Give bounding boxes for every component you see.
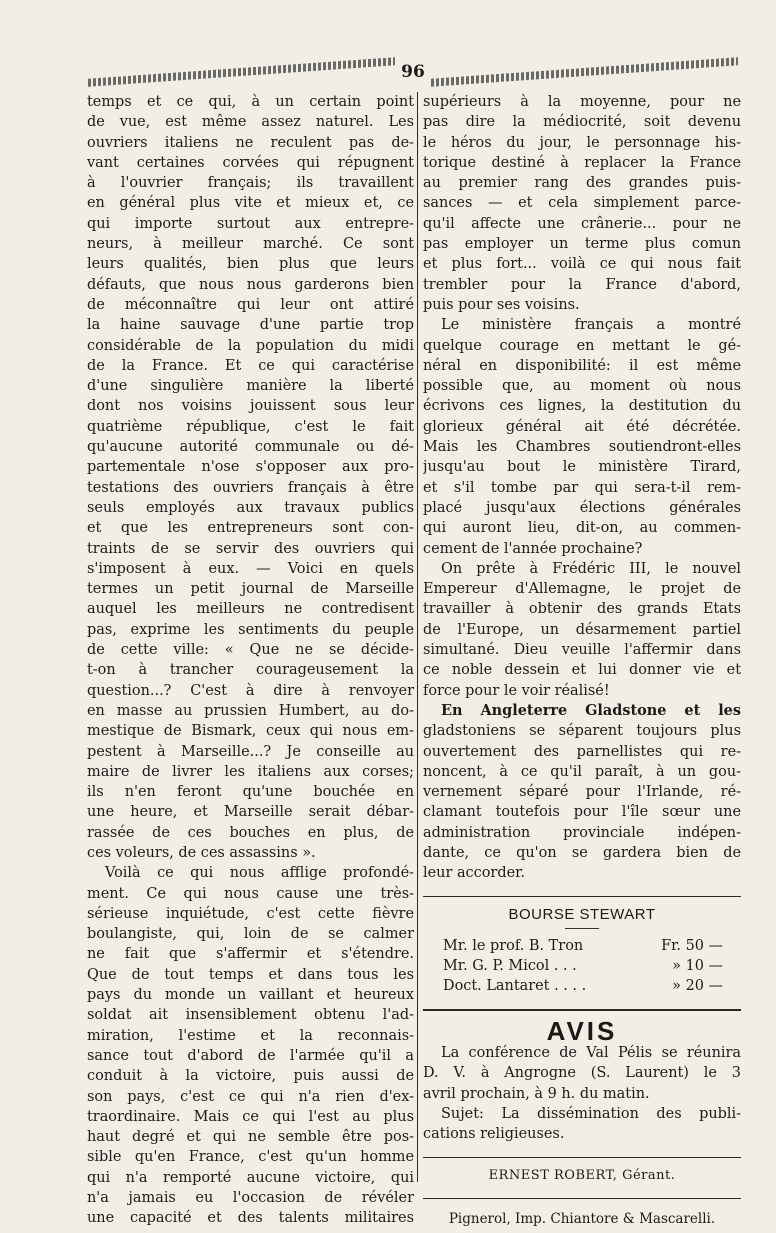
text-line: de méconnaître qui leur ont attiré <box>87 296 414 313</box>
text-line: mestique de Bismark, ceux qui nous em- <box>87 723 414 740</box>
text-line: s'imposent à eux. — Voici en quels <box>87 560 414 577</box>
text-line: traints de se servir des ouvriers qui <box>87 540 414 557</box>
text-line: une capacité et des talents militaires <box>87 1210 414 1227</box>
text-line: sérieuse inquiétude, c'est cette fièvre <box>87 905 414 922</box>
section-rule <box>423 1009 741 1011</box>
text-line: vernement séparé pour l'Irlande, ré- <box>423 784 741 801</box>
text-line: Empereur d'Allemagne, le projet de <box>423 581 741 598</box>
text-line: quatrième république, c'est le fait <box>87 418 414 435</box>
right-column <box>423 92 741 1229</box>
donor-name: Doct. Lantaret . . . . <box>443 978 587 995</box>
text-line: clamant toutefois pour l'île sœur une <box>423 804 741 821</box>
column-divider <box>417 92 418 1182</box>
title-underline <box>565 928 599 929</box>
gerant-line: ERNEST ROBERT, Gérant. <box>488 1167 676 1183</box>
text-line: de l'Europe, un désarmement partiel <box>423 621 741 638</box>
text-line: t-on à trancher courageusement la <box>87 662 414 679</box>
text-line: sances — et cela simplement parce- <box>423 195 741 212</box>
text-line: et plus fort... voilà ce qui nous fait <box>423 256 741 273</box>
text-line: au premier rang des grandes puis- <box>423 175 741 192</box>
text-line: d'une singulière manière la liberté <box>87 378 414 395</box>
text-line: jusqu'au bout le ministère Tirard, <box>423 459 741 476</box>
bourse-title: BOURSE STEWART <box>508 905 656 923</box>
text-line: leurs qualités, bien plus que leurs <box>87 256 414 273</box>
text-line: pestent à Marseille...? Je conseille au <box>87 743 414 760</box>
text-line: neurs, à meilleur marché. Ce sont <box>87 236 414 253</box>
text-line: néral en disponibilité: il est même <box>423 357 741 374</box>
text-line: ouvriers italiens ne reculent pas de- <box>87 134 414 151</box>
left-column <box>87 92 414 1229</box>
text-line: ment. Ce qui nous cause une très- <box>87 885 414 902</box>
text-line: pays du monde un vaillant et heureux <box>87 987 414 1004</box>
text-line: supérieurs à la moyenne, pour ne <box>423 94 741 110</box>
text-line: en masse au prussien Humbert, au do- <box>87 702 414 719</box>
text-line: considérable de la population du midi <box>87 337 414 354</box>
text-line: de vue, est même assez naturel. Les <box>87 114 414 131</box>
text-line: défauts, que nous nous garderons bien <box>87 276 414 293</box>
text-line: haut degré et qui ne semble être pos- <box>87 1129 414 1146</box>
text-line: dont nos voisins jouissent sous leur <box>87 398 414 415</box>
text-line: auquel les meilleurs ne contredisent <box>87 601 414 618</box>
text-line: placé jusqu'aux élections générales <box>423 499 741 516</box>
header-ornament-right <box>431 57 738 86</box>
avis-line: Sujet: La dissémination des publi- <box>441 1105 741 1122</box>
text-line: testations des ouvriers français à être <box>87 479 414 496</box>
bourse-row <box>423 936 741 956</box>
text-line: qu'il affecte une crânerie... pour ne <box>423 215 741 232</box>
text-line: gladstoniens se séparent toujours plus <box>423 723 741 740</box>
text-line: seuls employés aux travaux publics <box>87 499 414 516</box>
text-line: de la France. Et ce qui caractérise <box>87 357 414 374</box>
text-line: qui n'a remporté aucune victoire, qui <box>87 1169 414 1186</box>
donation-amount: » 20 — <box>672 978 723 995</box>
text-line: partementale n'ose s'opposer aux pro- <box>87 459 414 476</box>
text-line: force pour le voir réalisé! <box>423 682 610 699</box>
avis-line: La conférence de Val Pélis se réunira <box>441 1045 741 1062</box>
bourse-row <box>423 956 741 976</box>
text-line: à l'ouvrier français; ils travaillent <box>87 175 414 192</box>
text-line: son pays, c'est ce qui n'a rien d'ex- <box>87 1088 414 1105</box>
text-line: glorieux général ait été décrétée. <box>423 418 741 435</box>
text-line: écrivons ces lignes, la destitution du <box>423 398 741 415</box>
text-line: en général plus vite et mieux et, ce <box>87 195 414 212</box>
imprint-line: Pignerol, Imp. Chiantore & Mascarelli. <box>448 1210 716 1227</box>
text-line: miration, l'estime et la reconnais- <box>87 1027 414 1044</box>
section-rule <box>423 1157 741 1158</box>
text-line: de cette ville: « Que ne se décide- <box>87 642 414 659</box>
text-line: traordinaire. Mais ce qui l'est au plus <box>87 1108 414 1125</box>
text-line: question...? C'est à dire à renvoyer <box>87 682 414 699</box>
donation-amount: Fr. 50 — <box>661 937 723 954</box>
text-line: sance tout d'abord de l'armée qu'il a <box>87 1047 414 1064</box>
text-line: Mais les Chambres soutiendront-elles <box>423 439 741 456</box>
text-line: boulangiste, qui, loin de se calmer <box>87 926 414 943</box>
text-line: pas employer un terme plus comun <box>423 236 741 253</box>
text-line: pas dire la médiocrité, soit devenu <box>423 114 741 131</box>
text-line: temps et ce qui, à un certain point <box>87 94 414 110</box>
text-line: ouvertement des parnellistes qui re- <box>423 743 741 760</box>
text-line: leur accorder. <box>423 865 526 882</box>
text-line: trembler pour la France d'abord, <box>423 276 741 293</box>
section-rule <box>423 896 741 897</box>
avis-title: AVIS <box>546 1015 618 1046</box>
text-line: n'a jamais eu l'occasion de révéler <box>87 1190 414 1207</box>
text-line: le héros du jour, le personnage his- <box>423 134 741 151</box>
avis-line: cations religieuses. <box>423 1126 565 1143</box>
text-line: simultané. Dieu veuille l'affermir dans <box>423 642 741 659</box>
bourse-row <box>423 976 741 996</box>
text-line: et s'il tombe par qui sera-t-il rem- <box>423 479 741 496</box>
section-rule <box>423 1198 741 1199</box>
text-line: dante, ce qu'on se gardera bien de <box>423 844 741 861</box>
text-line: Le ministère français a montré <box>441 317 741 334</box>
text-line: Que de tout temps et dans tous les <box>87 966 414 983</box>
text-line: ce noble dessein et lui donner vie et <box>423 662 741 679</box>
text-line: rassée de ces bouches en plus, de <box>87 824 414 841</box>
text-line: ils n'en feront qu'une bouchée en <box>87 784 414 801</box>
text-line: quelque courage en mettant le gé- <box>423 337 741 354</box>
text-line: vant certaines corvées qui répugnent <box>87 154 414 171</box>
text-line: qui importe surtout aux entrepre- <box>87 215 414 232</box>
header-ornament-left <box>88 57 395 86</box>
text-line: termes un petit journal de Marseille <box>87 581 414 598</box>
text-line: On prête à Frédéric III, le nouvel <box>441 560 741 577</box>
donor-name: Mr. le prof. B. Tron <box>443 937 584 954</box>
text-line: possible que, au moment où nous <box>423 378 741 395</box>
avis-line: D. V. à Angrogne (S. Laurent) le 3 <box>423 1065 741 1082</box>
text-line: qui auront lieu, dit-on, au commen- <box>423 520 741 537</box>
text-line: soldat ait insensiblement obtenu l'ad- <box>87 1007 414 1024</box>
page-header <box>88 60 738 84</box>
donation-amount: » 10 — <box>672 958 723 975</box>
donor-name: Mr. G. P. Micol . . . <box>443 958 577 975</box>
text-line: maire de livrer les italiens aux corses; <box>87 763 414 780</box>
text-line: ces voleurs, de ces assassins ». <box>87 844 316 861</box>
text-line: cement de l'année prochaine? <box>423 540 643 557</box>
text-line: conduit à la victoire, puis aussi de <box>87 1068 414 1085</box>
text-line: torique destiné à replacer la France <box>423 154 741 171</box>
text-line: qu'aucune autorité communale ou dé- <box>87 439 414 456</box>
text-line: travailler à obtenir des grands Etats <box>423 601 741 618</box>
text-line: une heure, et Marseille serait débar- <box>87 804 414 821</box>
text-line: et que les entrepreneurs sont con- <box>87 520 414 537</box>
text-line: sible qu'en France, c'est qu'un homme <box>87 1149 414 1166</box>
page-number: 96 <box>401 62 425 82</box>
text-line: En Angleterre Gladstone et les <box>441 701 741 719</box>
text-line: ne fait que s'affermir et s'étendre. <box>87 946 414 963</box>
text-line: la haine sauvage d'une partie trop <box>87 317 414 334</box>
text-line: administration provinciale indépen- <box>423 824 741 841</box>
avis-line: avril prochain, à 9 h. du matin. <box>423 1085 650 1102</box>
text-line: noncent, à ce qu'il paraît, à un gou- <box>423 763 741 780</box>
text-line: pas, exprime les sentiments du peuple <box>87 621 414 638</box>
text-line: Voilà ce qui nous afflige profondé- <box>105 865 414 882</box>
text-line: puis pour ses voisins. <box>423 296 580 313</box>
